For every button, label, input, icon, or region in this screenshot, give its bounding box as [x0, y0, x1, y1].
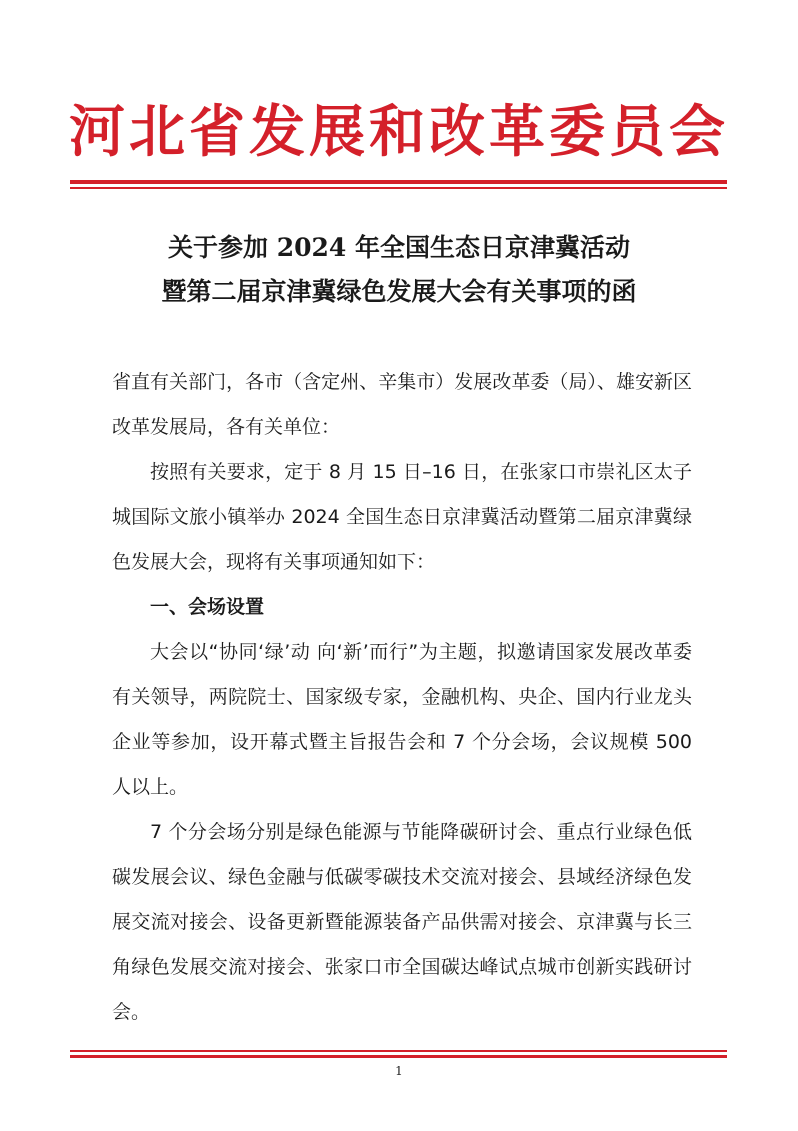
section-1-paragraph-2: 7 个分会场分别是绿色能源与节能降碳研讨会、重点行业绿色低碳发展会议、绿色金融与低碳零碳技术交流对接会、县域经济绿色发展交流对接会、设备更新暨能源装备产品供需对接会、京津冀与长三角绿色发展交流对接会、张家口市全国碳达峰试点城市创新实践研讨会。: [112, 821, 692, 1023]
organization-header: 河北省发展和改革委员会: [69, 99, 729, 165]
document-title-line-2: 暨第二届京津冀绿色发展大会有关事项的函: [161, 277, 637, 306]
document-title-line-1: 关于参加 2024 年全国生态日京津冀活动: [168, 233, 630, 262]
footer-rule-thick: [70, 1055, 727, 1058]
page-number: 1: [395, 1064, 403, 1078]
section-1-heading: 一、会场设置: [150, 596, 265, 618]
footer-rule-thin: [70, 1050, 727, 1052]
document-body: [112, 360, 692, 1035]
header-rule-thick: [70, 180, 727, 184]
intro-paragraph: 按照有关要求，定于 8 月 15 日–16 日，在张家口市崇礼区太子城国际文旅小镇举办 2024 全国生态日京津冀活动暨第二届京津冀绿色发展大会，现将有关事项通知如下：: [112, 461, 692, 573]
document-title: [60, 226, 738, 314]
header-rule-thin: [70, 187, 727, 189]
section-1-paragraph-1: 大会以“协同‘绿’动 向‘新’而行”为主题，拟邀请国家发展改革委有关领导，两院院士、国家级专家，金融机构、央企、国内行业龙头企业等参加，设开幕式暨主旨报告会和 7 个分会场，会议规模 500 人以上。: [112, 641, 692, 798]
salutation: 省直有关部门，各市（含定州、辛集市）发展改革委（局）、雄安新区改革发展局，各有关单位：: [112, 371, 692, 438]
